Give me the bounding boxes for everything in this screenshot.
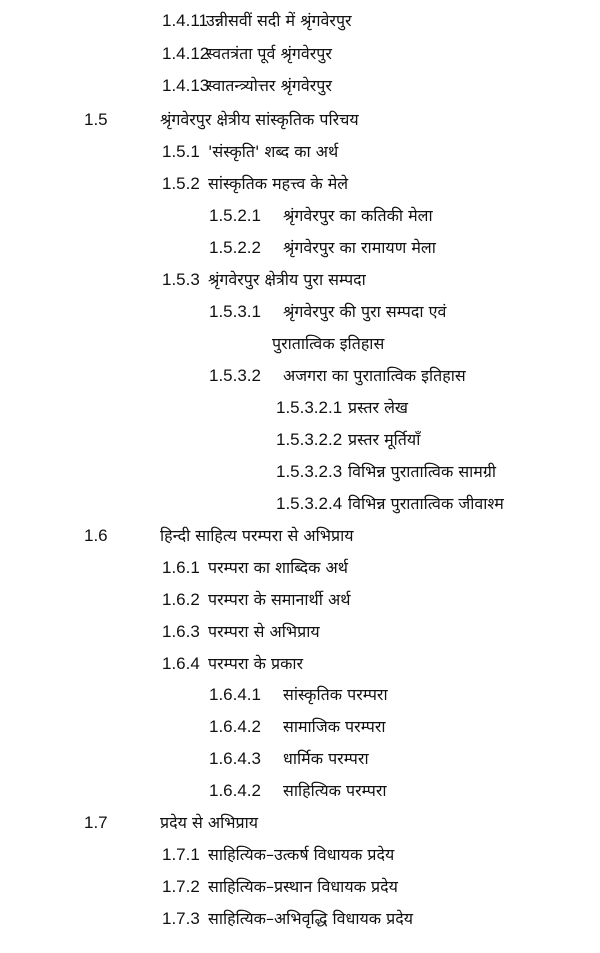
toc-entry-number: 1.5.3.2.3 bbox=[276, 462, 343, 481]
toc-entry-title: श्रृंगवेरपुर की पुरा सम्पदा एवं bbox=[283, 302, 447, 321]
toc-entry-title: उन्नीसवीं सदी में श्रृंगवेरपुर bbox=[206, 11, 352, 30]
toc-entry bbox=[162, 904, 413, 934]
toc-entry-title: धार्मिक परम्परा bbox=[283, 749, 369, 768]
toc-entry-number: 1.5.3.2.2 bbox=[276, 430, 343, 449]
toc-entry bbox=[162, 6, 352, 36]
toc-entry-number: 1.6.4.1 bbox=[209, 685, 261, 704]
toc-entry bbox=[209, 201, 433, 231]
toc-entry-title: साहित्यिक–उत्कर्ष विधायक प्रदेय bbox=[208, 845, 395, 864]
toc-section-number: 1.7 bbox=[84, 813, 108, 832]
toc-entry-number: 1.5.3.2.1 bbox=[276, 398, 343, 417]
toc-entry-title: परम्परा से अभिप्राय bbox=[208, 622, 320, 641]
toc-entry bbox=[162, 265, 366, 295]
toc-entry-title: परम्परा के समानार्थी अर्थ bbox=[208, 590, 351, 609]
toc-section-title: प्रदेय से अभिप्राय bbox=[160, 813, 259, 832]
toc-entry bbox=[162, 585, 350, 615]
toc-section-number: 1.5 bbox=[84, 110, 108, 129]
toc-entry bbox=[209, 297, 446, 327]
toc-entry bbox=[209, 712, 386, 742]
toc-entry-title: स्वातन्त्र्योत्तर श्रृंगवेरपुर bbox=[206, 76, 332, 95]
toc-entry-title: पुरातात्विक इतिहास bbox=[272, 334, 385, 353]
toc-entry-number: 1.5.1 bbox=[162, 142, 200, 161]
toc-entry-number: 1.4.11 bbox=[162, 11, 209, 30]
toc-entry bbox=[162, 649, 303, 679]
toc-entry-title: साहित्यिक–प्रस्थान विधायक प्रदेय bbox=[208, 877, 398, 896]
toc-entry-title: विभिन्न पुरातात्विक सामग्री bbox=[348, 462, 497, 481]
toc-entry-number: 1.6.1 bbox=[162, 558, 200, 577]
toc-entry-number: 1.5.3.1 bbox=[209, 302, 261, 321]
toc-entry-title: स्वतत्रंता पूर्व श्रृंगवेरपुर bbox=[206, 44, 332, 63]
toc-entry bbox=[209, 744, 369, 774]
toc-entry bbox=[276, 457, 496, 487]
toc-entry-title: श्रृंगवेरपुर क्षेत्रीय पुरा सम्पदा bbox=[208, 270, 366, 289]
toc-entry-number: 1.7.1 bbox=[162, 845, 200, 864]
toc-entry bbox=[162, 169, 348, 199]
toc-entry bbox=[209, 680, 388, 710]
toc-entry-title: प्रस्तर लेख bbox=[348, 398, 409, 417]
toc-entry bbox=[276, 425, 420, 455]
toc-section bbox=[84, 808, 258, 838]
toc-entry-number: 1.6.4.2 bbox=[209, 717, 261, 736]
toc-entry-title: श्रृंगवेरपुर का कतिकी मेला bbox=[283, 206, 433, 225]
toc-entry-number: 1.6.2 bbox=[162, 590, 200, 609]
toc-entry bbox=[162, 71, 332, 101]
toc-entry bbox=[162, 553, 348, 583]
toc-entry bbox=[162, 872, 398, 902]
toc-entry-number: 1.6.3 bbox=[162, 622, 200, 641]
toc-entry-title: श्रृंगवेरपुर का रामायण मेला bbox=[283, 238, 436, 257]
toc-entry-number: 1.5.2.2 bbox=[209, 238, 261, 257]
toc-section-title: श्रृंगवेरपुर क्षेत्रीय सांस्कृतिक परिचय bbox=[160, 110, 359, 129]
toc-entry-title: सांस्कृतिक परम्परा bbox=[283, 685, 388, 704]
toc-section-title: हिन्दी साहित्य परम्परा से अभिप्राय bbox=[160, 526, 354, 545]
toc-section bbox=[84, 105, 359, 135]
toc-entry bbox=[209, 233, 436, 263]
toc-section bbox=[84, 521, 354, 551]
toc-entry-title: प्रस्तर मूर्तियाँ bbox=[348, 430, 421, 449]
toc-section-number: 1.6 bbox=[84, 526, 108, 545]
toc-entry-number: 1.6.4.2 bbox=[209, 781, 261, 800]
toc-entry-number: 1.5.3.2 bbox=[209, 366, 261, 385]
toc-entry bbox=[209, 361, 466, 391]
toc-entry bbox=[162, 840, 394, 870]
toc-entry-title: परम्परा का शाब्दिक अर्थ bbox=[208, 558, 348, 577]
toc-entry bbox=[162, 617, 320, 647]
toc-entry-number: 1.7.2 bbox=[162, 877, 200, 896]
toc-entry-title: परम्परा के प्रकार bbox=[208, 654, 304, 673]
toc-entry-number: 1.6.4 bbox=[162, 654, 200, 673]
toc-entry-number: 1.5.3.2.4 bbox=[276, 494, 343, 513]
toc-entry-number: 1.6.4.3 bbox=[209, 749, 261, 768]
toc-entry-number: 1.5.2.1 bbox=[209, 206, 261, 225]
toc-entry-title: सामाजिक परम्परा bbox=[283, 717, 386, 736]
toc-entry-title: साहित्यिक परम्परा bbox=[283, 781, 387, 800]
toc-entry-number: 1.4.12 bbox=[162, 44, 210, 63]
toc-entry-title: सांस्कृतिक महत्त्व के मेले bbox=[208, 174, 349, 193]
toc-entry bbox=[209, 776, 387, 806]
toc-entry-number: 1.4.13 bbox=[162, 76, 210, 95]
toc-entry bbox=[276, 393, 408, 423]
toc-entry bbox=[162, 137, 338, 167]
toc-entry-number: 1.7.3 bbox=[162, 909, 200, 928]
toc-entry-title: अजगरा का पुरातात्विक इतिहास bbox=[283, 366, 466, 385]
toc-entry-title: साहित्यिक–अभिवृद्धि विधायक प्रदेय bbox=[208, 909, 414, 928]
toc-entry-title: 'संस्कृति' शब्द का अर्थ bbox=[208, 142, 339, 161]
toc-entry-continuation bbox=[272, 329, 384, 359]
toc-entry bbox=[276, 489, 504, 519]
toc-entry bbox=[162, 39, 332, 69]
toc-entry-number: 1.5.3 bbox=[162, 270, 200, 289]
toc-entry-title: विभिन्न पुरातात्विक जीवाश्म bbox=[348, 494, 504, 513]
toc-entry-number: 1.5.2 bbox=[162, 174, 200, 193]
